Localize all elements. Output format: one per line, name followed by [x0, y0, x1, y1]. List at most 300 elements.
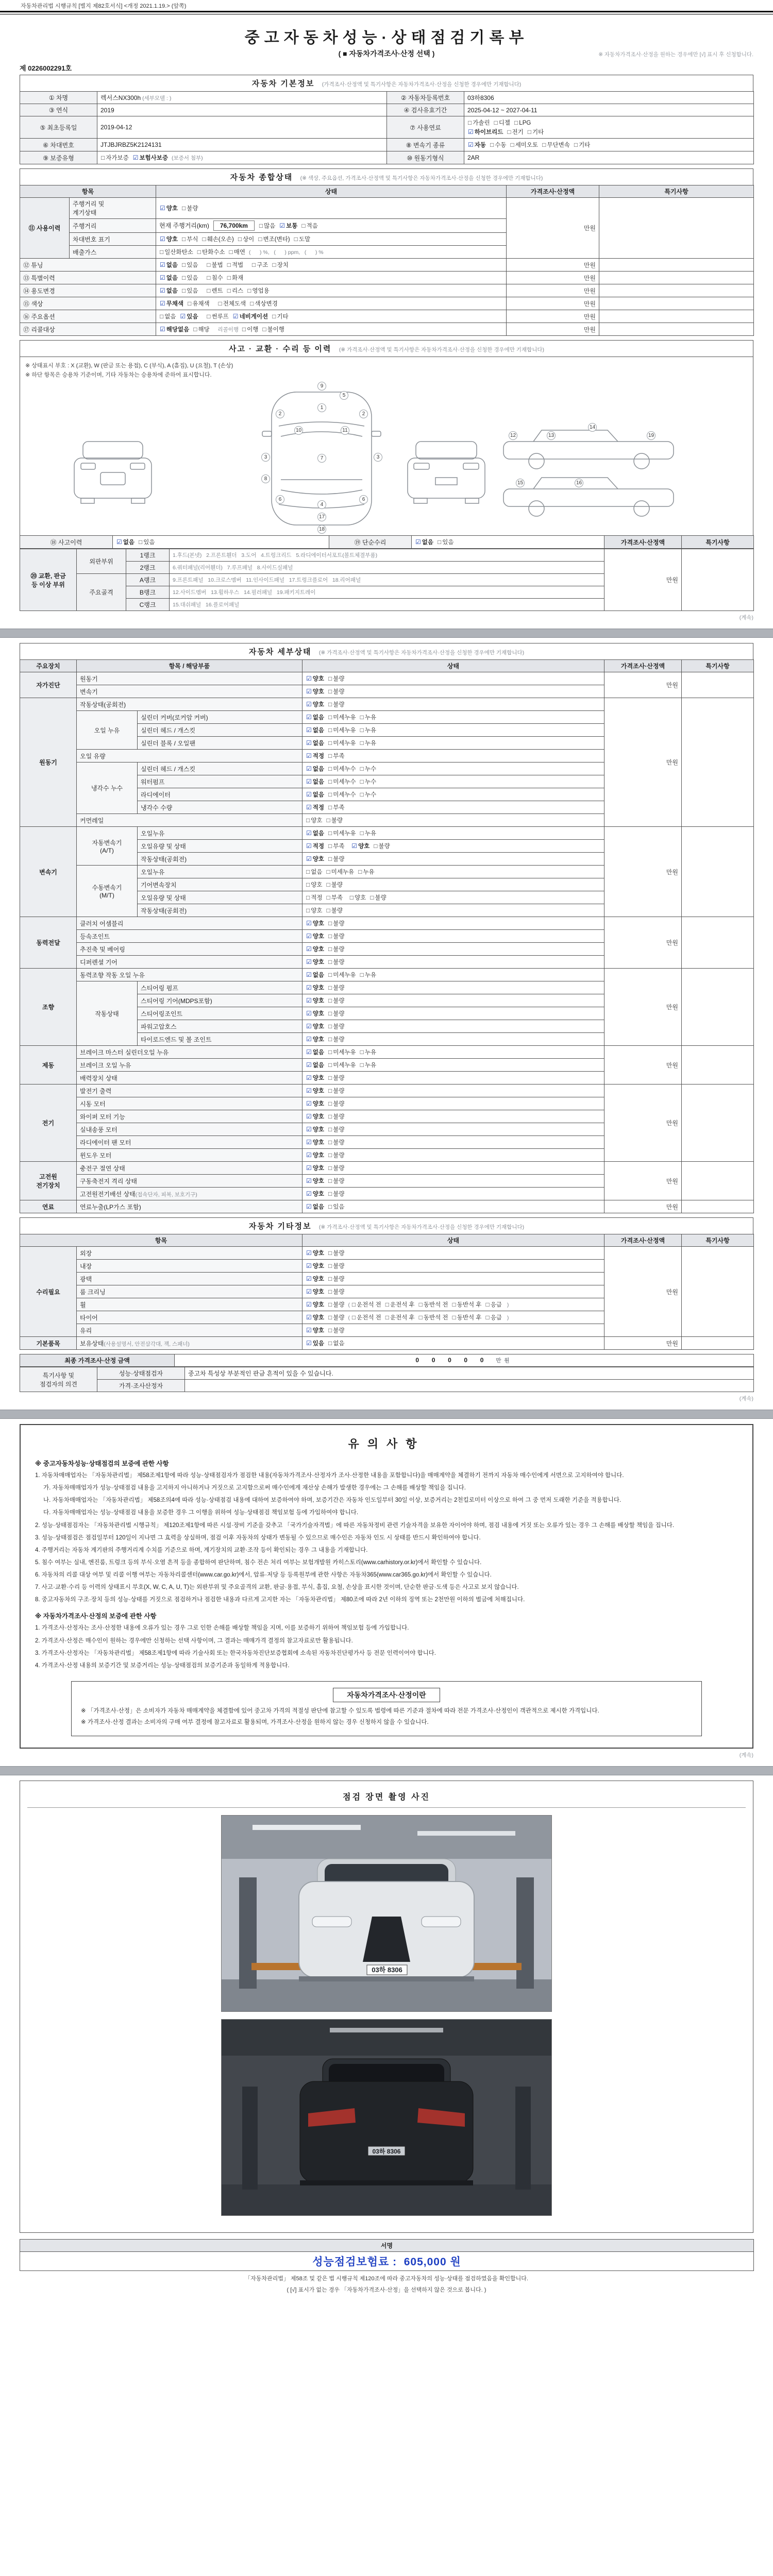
- checkbox-없음: ☑ 없음: [306, 726, 324, 734]
- checkbox-탄화수소: □ 탄화수소: [197, 248, 225, 256]
- checkbox-미세누수: □ 미세누수: [328, 791, 356, 798]
- table-cell: [507, 284, 599, 297]
- checkbox-불량: □ 불량: [328, 675, 345, 682]
- text: 작동상태(공회전): [141, 907, 187, 914]
- checkbox-불량: □ 불량: [181, 205, 198, 212]
- empty-box-icon: □: [306, 881, 310, 888]
- table-cell: [77, 1110, 303, 1123]
- empty-box-icon: □: [272, 261, 276, 268]
- table-cell: [138, 840, 303, 853]
- empty-box-icon: □: [490, 141, 494, 148]
- table-cell: [507, 198, 599, 259]
- text: C랭크: [139, 601, 156, 608]
- empty-box-icon: □: [326, 868, 330, 875]
- table-cell: [77, 1200, 303, 1213]
- group-high-voltage: [20, 1162, 77, 1200]
- empty-box-icon: □: [385, 1314, 390, 1321]
- text: 타이어: [80, 1314, 98, 1321]
- empty-box-icon: □: [326, 817, 330, 824]
- text: 1.후드(본넷) 2.프론트휀더 3.도어 4.트렁크리드 5.라디에이터서포트(볼트체결부품): [173, 552, 378, 558]
- table-cell: [303, 1285, 604, 1298]
- simple-repair-label: [329, 536, 412, 549]
- checkbox-불량: □ 불량: [328, 855, 345, 862]
- empty-box-icon: □: [328, 1048, 332, 1056]
- empty-box-icon: □: [328, 1262, 332, 1269]
- empty-box-icon: □: [485, 1314, 490, 1321]
- checkbox-양호: ☑ 양호: [306, 984, 324, 991]
- part-number-label: 10: [294, 426, 303, 435]
- checkbox-구조: □ 구조: [251, 261, 268, 268]
- text: 만원: [583, 300, 596, 308]
- table-cell: [138, 827, 303, 840]
- checkbox-적정: ☑ 적정: [306, 752, 324, 759]
- checked-box-icon: ☑: [306, 1340, 312, 1347]
- empty-box-icon: □: [227, 274, 231, 281]
- table-cell: [303, 1273, 604, 1285]
- empty-box-icon: □: [181, 205, 186, 212]
- price-survey-option: ( ■ 자동차가격조사·산정 선택 ): [338, 49, 435, 58]
- checkbox-양호: ☑ 양호: [306, 1288, 324, 1295]
- empty-box-icon: □: [328, 997, 332, 1004]
- table-cell: [412, 536, 604, 549]
- empty-box-icon: □: [328, 1249, 332, 1257]
- empty-box-icon: □: [374, 842, 378, 850]
- empty-box-icon: □: [385, 1301, 390, 1308]
- table-cell: [77, 750, 303, 762]
- table-cell: [599, 284, 754, 297]
- checked-box-icon: ☑: [306, 1036, 312, 1043]
- text: 광택: [80, 1275, 92, 1283]
- table-cell: [126, 574, 170, 586]
- text: 만원: [666, 868, 678, 876]
- empty-box-icon: □: [360, 971, 364, 978]
- empty-box-icon: □: [452, 1301, 456, 1308]
- checkbox-없음: ☑ 없음: [306, 739, 324, 747]
- checked-box-icon: ☑: [306, 791, 312, 798]
- text: 윈도우 모터: [80, 1151, 112, 1159]
- empty-box-icon: □: [218, 300, 222, 307]
- text: 주행거리 및: [73, 200, 105, 208]
- form-table: [20, 535, 754, 549]
- table-cell: [77, 1084, 303, 1097]
- checkbox-불법: □ 불법: [207, 261, 223, 268]
- notice-item: 다. 자동차매매업자는 성능·상태점검 내용을 보증한 경우 그 이행을 위하여 성능·상태점검 책임보험 등에 가입하여야 합니다.: [43, 1510, 359, 1516]
- text: 동력전달: [36, 939, 60, 946]
- text: 상태: [447, 663, 460, 670]
- table-cell: [303, 724, 604, 737]
- checkbox-불량: □ 불량: [374, 842, 390, 850]
- detail-state-table: [20, 659, 753, 1213]
- table-cell: [77, 917, 303, 930]
- checkbox-없음: ☑ 없음: [160, 274, 178, 281]
- table-cell: [20, 660, 77, 672]
- remarks-table: [20, 1367, 753, 1392]
- empty-box-icon: □: [360, 1061, 364, 1069]
- empty-box-icon: □: [328, 1164, 332, 1172]
- table-cell: [604, 969, 682, 1046]
- form-table: [20, 549, 754, 611]
- checked-box-icon: ☑: [160, 326, 165, 333]
- empty-box-icon: □: [328, 1288, 332, 1295]
- checked-box-icon: ☑: [306, 778, 312, 785]
- table-cell: [604, 1046, 682, 1084]
- text: 고전원: [39, 1173, 57, 1180]
- empty-box-icon: □: [251, 261, 256, 268]
- empty-box-icon: □: [328, 1203, 332, 1210]
- text: 타이로드엔드 및 볼 조인트: [141, 1036, 212, 1043]
- checked-box-icon: ☑: [160, 300, 165, 307]
- text: 배력장치 상태: [80, 1074, 117, 1082]
- text: 충전구 절연 상태: [80, 1164, 125, 1172]
- form-table: [20, 1234, 754, 1350]
- empty-box-icon: □: [326, 907, 330, 914]
- table-cell: [507, 272, 599, 284]
- text: 룸 크리닝: [80, 1288, 106, 1296]
- checked-box-icon: ☑: [160, 261, 165, 268]
- empty-box-icon: □: [360, 714, 364, 721]
- checked-box-icon: ☑: [306, 958, 312, 965]
- empty-box-icon: □: [328, 945, 332, 953]
- checkbox-불량: □ 불량: [328, 701, 345, 708]
- part-number-label: 6: [359, 495, 368, 504]
- text: 2AR: [467, 154, 480, 161]
- checkbox-미세누수: □ 미세누수: [328, 765, 356, 772]
- checked-box-icon: ☑: [306, 984, 312, 991]
- notice-item: 2. 가격조사·산정은 매수인이 원하는 경우에만 신청하는 선택 사항이며, 그 결과는 매매가격 결정의 참고자료로만 활용됩니다.: [35, 1637, 353, 1644]
- checked-box-icon: ☑: [306, 765, 312, 772]
- checked-box-icon: ☑: [306, 804, 312, 811]
- table-cell: [604, 1162, 682, 1200]
- checkbox-불량: □ 불량: [328, 1087, 345, 1094]
- text: 기어변속장치: [141, 881, 177, 889]
- text: 9.프론트패널 10.크로스멤버 11.인사이드패널 17.트렁크플로어 18.리어패널: [173, 577, 361, 583]
- empty-box-icon: □: [542, 141, 546, 148]
- empty-box-icon: □: [328, 984, 332, 991]
- etc-info-title-text: 자동차 기타정보: [248, 1222, 312, 1231]
- empty-box-icon: □: [328, 971, 332, 978]
- text: ( ) %, ( ) ppm, ( ) %: [248, 249, 324, 256]
- text: 휠: [80, 1301, 86, 1309]
- empty-box-icon: □: [207, 274, 211, 281]
- text: 등속조인트: [80, 933, 110, 940]
- detail-state-title-text: 자동차 세부상태: [248, 648, 312, 656]
- text: (: [348, 1302, 351, 1308]
- table-cell: [599, 272, 754, 284]
- field-label-first-reg: [20, 116, 97, 139]
- empty-box-icon: □: [181, 235, 186, 243]
- checkbox-양호: ☑ 양호: [306, 1074, 324, 1081]
- empty-box-icon: □: [328, 752, 332, 759]
- empty-box-icon: □: [207, 287, 211, 294]
- table-cell: [77, 981, 138, 1046]
- signature-table: [20, 2239, 753, 2271]
- checkbox-불량: □ 불량: [328, 1177, 345, 1184]
- empty-box-icon: □: [247, 287, 251, 294]
- table-cell: [682, 1247, 754, 1337]
- checkbox-네비게이션: ☑ 네비게이션: [232, 313, 268, 320]
- field-label-reg-no: [387, 92, 464, 104]
- checkbox-많음: □ 많음: [259, 222, 276, 229]
- text: 디퍼렌셜 기어: [80, 958, 117, 966]
- checkbox-없음: □ 없음: [306, 868, 323, 875]
- text: ⑥ 차대번호: [43, 141, 74, 149]
- checked-box-icon: ☑: [306, 1190, 312, 1197]
- field-value-year: [97, 104, 387, 116]
- text: 주요골격: [89, 589, 113, 596]
- table-cell: [170, 574, 604, 586]
- checkbox-전기: □ 전기: [507, 128, 524, 135]
- checkbox-불량: □ 불량: [326, 907, 343, 914]
- checkbox-누유: □ 누유: [360, 714, 377, 721]
- notice-title: 유의사항: [348, 1437, 425, 1450]
- text: 실린더 헤드 / 개스킷: [141, 726, 196, 734]
- text: ): [505, 1302, 509, 1308]
- table-cell: [604, 660, 682, 672]
- text: 냉각수 누수: [91, 785, 123, 792]
- table-cell: [77, 1072, 303, 1084]
- text: 만원: [583, 225, 596, 232]
- table-cell: [20, 284, 156, 297]
- checkbox-운전석 후: □ 운전석 후: [385, 1301, 415, 1308]
- checkbox-양호: ☑ 양호: [160, 205, 178, 212]
- checkbox-있음: □ 있음: [181, 274, 198, 281]
- footer-confirmation: 「자동차관리법」 제58조 및 같은 법 시행규칙 제120조에 따라 중고자동차의 성능·상태를 점검하였음을 확인합니다.: [245, 2275, 528, 2282]
- table-cell: [303, 788, 604, 801]
- part-number-label: 11: [341, 426, 349, 435]
- checkbox-불량: □ 불량: [328, 920, 345, 927]
- text: 연료: [42, 1203, 55, 1211]
- text: 와이퍼 모터 기능: [80, 1113, 125, 1121]
- text: 오일누유: [141, 868, 165, 876]
- field-value-engine-type: [464, 151, 754, 164]
- form-reference: 자동차관리법 시행규칙 [별지 제82호서식] <개정 2021.1.19.> (앞쪽): [21, 3, 187, 9]
- table-cell: [138, 904, 303, 917]
- checkbox-부족: □ 부족: [328, 752, 345, 759]
- empty-box-icon: □: [242, 326, 246, 333]
- accident-history-title: [20, 340, 753, 357]
- empty-box-icon: □: [328, 675, 332, 682]
- table-cell: [77, 1162, 303, 1175]
- part-number-label: 18: [317, 525, 326, 534]
- table-cell: [156, 185, 507, 198]
- checked-box-icon: ☑: [160, 274, 165, 281]
- checkbox-불량: □ 불량: [328, 1036, 345, 1043]
- checkbox-누유: □ 누유: [360, 739, 377, 747]
- text: (A/T): [100, 846, 114, 854]
- checkbox-가솔린: □ 가솔린: [468, 119, 490, 126]
- checked-box-icon: ☑: [306, 752, 312, 759]
- empty-box-icon: □: [328, 778, 332, 785]
- checkbox-양호: ☑ 양호: [306, 1113, 324, 1120]
- checkbox-불량: □ 불량: [370, 894, 386, 901]
- text: 차대번호 표기: [73, 235, 110, 243]
- table-cell: [156, 323, 507, 336]
- table-cell: [604, 827, 682, 917]
- field-value-vin: [97, 139, 387, 151]
- text: 렉서스NX300h: [100, 94, 141, 101]
- group-basic-items: [20, 1337, 77, 1350]
- table-cell: [303, 1149, 604, 1162]
- table-cell: [303, 1324, 604, 1337]
- text: 만원: [666, 1340, 678, 1347]
- table-cell: [77, 1311, 303, 1324]
- table-cell: [77, 930, 303, 943]
- checked-box-icon: ☑: [306, 1249, 312, 1257]
- table-cell: [77, 698, 303, 711]
- table-cell: [303, 1175, 604, 1188]
- table-cell: [156, 284, 507, 297]
- form-table: [20, 185, 754, 336]
- table-cell: [303, 1033, 604, 1046]
- checkbox-불량: □ 불량: [328, 1164, 345, 1172]
- table-cell: [20, 259, 156, 272]
- part-number-label: 9: [317, 382, 326, 391]
- checkbox-누유: □ 누유: [360, 1048, 377, 1056]
- notice-item: 1. 자동차매매업자는 「자동차관리법」 제58조제1항에 따라 성능·상태점검자가 점검한 내용(자동차가격조사·산정자가 조사·산정한 내용을 포함합니다)을 매매계약을 체결하기 전까지 자동차 매수인에게 서면으로 고지하여야 합니다.: [35, 1472, 624, 1479]
- text: [247, 262, 251, 268]
- table-cell: [303, 1097, 604, 1110]
- text: (접속단자, 피복, 보호기구): [135, 1191, 197, 1198]
- page-4: [0, 1775, 773, 2301]
- table-cell: [138, 853, 303, 866]
- checkbox-불량: □ 불량: [328, 1100, 345, 1107]
- detail-state-title: [20, 643, 753, 659]
- text: ⑮ 색상: [23, 300, 43, 308]
- table-cell: [604, 698, 682, 827]
- checkbox-불량: □ 불량: [328, 1190, 345, 1197]
- table-cell: [604, 1200, 682, 1213]
- text: 특기사항 및: [42, 1371, 75, 1379]
- checkbox-기타: □ 기타: [527, 128, 544, 135]
- etc-info-title: [20, 1217, 753, 1234]
- checked-box-icon: ☑: [279, 222, 285, 229]
- text: ③ 연식: [48, 107, 69, 114]
- checkbox-없음: ☑ 없음: [160, 261, 178, 268]
- empty-box-icon: □: [437, 538, 442, 546]
- table-cell: [77, 969, 303, 981]
- table-cell: [303, 1020, 604, 1033]
- table-cell: [156, 259, 507, 272]
- notice-item: 1. 가격조사·산정자는 조사·산정한 내용에 오류가 있는 경우 그로 인한 손해를 배상할 책임을 지며, 이를 보증하기 위하여 책임보험 등에 가입합니다.: [35, 1625, 409, 1632]
- empty-box-icon: □: [328, 1087, 332, 1094]
- empty-box-icon: □: [328, 1301, 332, 1308]
- table-cell: [77, 1260, 303, 1273]
- photo-section-title: 점검 장면 촬영 사진: [27, 1787, 746, 1808]
- table-cell: [303, 1234, 604, 1247]
- table-cell: [604, 1084, 682, 1162]
- basic-info-title-note: (가격조사·산정액 및 특기사항은 자동차가격조사·산정을 신청한 경우에만 기재합니다): [322, 81, 522, 88]
- text: 라디에이터: [141, 791, 171, 799]
- checkbox-없음: ☑ 없음: [306, 791, 324, 798]
- inspection-photo-rear: [221, 2019, 552, 2216]
- part-number-label: 17: [317, 513, 326, 521]
- empty-box-icon: □: [306, 894, 310, 901]
- empty-box-icon: □: [527, 128, 532, 135]
- checkbox-없음: ☑ 없음: [306, 1061, 324, 1069]
- group-engine: [20, 698, 77, 827]
- text: 발전기 출력: [80, 1087, 112, 1095]
- checked-box-icon: ☑: [306, 1139, 312, 1146]
- text: 만원: [583, 313, 596, 320]
- group-usage-history: [20, 198, 70, 259]
- text: 만원: [666, 1061, 678, 1069]
- checkbox-없음: ☑ 없음: [306, 1203, 324, 1210]
- table-cell: [303, 1337, 604, 1350]
- checkbox-동반석 후: □ 동반석 후: [452, 1301, 482, 1308]
- checkbox-불량: □ 불량: [328, 933, 345, 940]
- checkbox-양호: ☑ 양호: [306, 997, 324, 1004]
- text: [346, 895, 349, 901]
- empty-box-icon: □: [328, 920, 332, 927]
- table-cell: [77, 1149, 303, 1162]
- text: 고전원전기배선 상태: [80, 1190, 136, 1198]
- empty-box-icon: □: [250, 300, 254, 307]
- group-steering: [20, 969, 77, 1046]
- table-cell: [77, 1046, 303, 1059]
- continued-marker: (계속): [739, 1752, 753, 1758]
- table-cell: [170, 586, 604, 599]
- table-cell: [599, 259, 754, 272]
- text: ⑤ 최초등록일: [40, 124, 77, 131]
- table-cell: [185, 1380, 754, 1392]
- checkbox-적법: □ 적법: [227, 261, 244, 268]
- text: 연료누출(LP가스 포함): [80, 1203, 141, 1211]
- checked-box-icon: ☑: [351, 842, 358, 850]
- empty-box-icon: □: [360, 739, 364, 747]
- checkbox-없음: ☑ 없음: [306, 765, 324, 772]
- checked-box-icon: ☑: [306, 1061, 312, 1069]
- checked-box-icon: ☑: [306, 1010, 312, 1017]
- text: 가격조사·산정액: [620, 1237, 665, 1244]
- checked-box-icon: ☑: [306, 1113, 312, 1120]
- empty-box-icon: □: [306, 868, 310, 875]
- checkbox-미세누유: □ 미세누유: [328, 1061, 356, 1069]
- table-cell: [599, 310, 754, 323]
- text: 커먼레일: [80, 817, 104, 824]
- text: 만원: [583, 261, 596, 269]
- table-cell: [77, 1298, 303, 1311]
- price-survey-option-note: ※ 자동차가격조사·산정을 원하는 경우에만 [√] 표시 후 신청합니다.: [598, 52, 753, 58]
- checkbox-불량: □ 불량: [328, 1010, 345, 1017]
- checkbox-불량: □ 불량: [328, 958, 345, 965]
- field-label-fuel: [387, 116, 464, 139]
- empty-box-icon: □: [370, 894, 374, 901]
- text: 2019: [100, 106, 114, 114]
- checkbox-양호: ☑ 양호: [306, 688, 324, 695]
- table-cell: [682, 536, 754, 549]
- checked-box-icon: ☑: [306, 1126, 312, 1133]
- empty-box-icon: □: [328, 1151, 332, 1159]
- field-value-inspection-period: [464, 104, 754, 116]
- table-cell: [303, 853, 604, 866]
- notice-item: 나. 자동차매매업자는 「자동차관리법」 제58조의4에 따라 성능·상태점검 내용에 대하여 보증하여야 하며, 보증기간은 자동차 인도일부터 30일 이상, 보증거리는 2천킬로미터 이상으로 하여 그 중 먼저 도래한 기준을 적용합니다.: [43, 1497, 621, 1504]
- car-outline-drawing: [25, 381, 757, 535]
- field-label-warranty: [20, 151, 97, 164]
- empty-box-icon: □: [328, 1126, 332, 1133]
- text: 만원: [666, 1004, 678, 1011]
- table-cell: [303, 1188, 604, 1200]
- text: 만원: [666, 1203, 678, 1211]
- part-number-label: 12: [509, 431, 517, 440]
- checkbox-양호: ☑ 양호: [306, 1139, 324, 1146]
- text: ⑦ 사용연료: [410, 124, 441, 131]
- checked-box-icon: ☑: [306, 1087, 312, 1094]
- price-survey-definition-title: [81, 1688, 692, 1702]
- table-cell: [682, 1046, 754, 1084]
- text: 0 0 0 0 0: [415, 1357, 487, 1364]
- checkbox-운전석 전: □ 운전석 전: [351, 1301, 381, 1308]
- empty-box-icon: □: [193, 326, 197, 333]
